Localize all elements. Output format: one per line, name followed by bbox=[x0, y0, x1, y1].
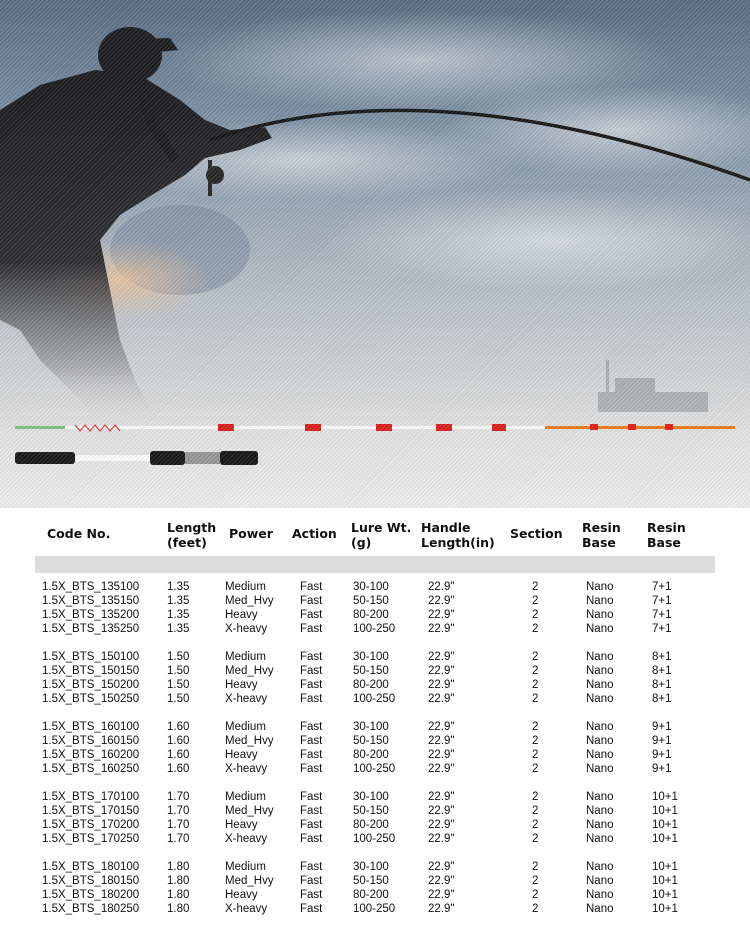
cell-resin-base-2: 10+1 bbox=[652, 861, 678, 873]
cell-action: Fast bbox=[300, 833, 323, 845]
cell-resin-base-2: 8+1 bbox=[652, 679, 672, 691]
cell-code: 1.5X_BTS_160200 bbox=[42, 749, 140, 761]
cell-code: 1.5X_BTS_160100 bbox=[42, 721, 140, 733]
cell-action: Fast bbox=[300, 623, 323, 635]
table-row bbox=[0, 580, 750, 594]
cell-section: 2 bbox=[532, 903, 539, 915]
cell-power: Med_Hvy bbox=[225, 735, 274, 747]
header-resin-base-2: Resin Base bbox=[647, 520, 686, 550]
cell-power: Med_Hvy bbox=[225, 665, 274, 677]
cell-length: 1.80 bbox=[167, 861, 190, 873]
cell-resin-base-1: Nano bbox=[586, 735, 614, 747]
cell-code: 1.5X_BTS_135200 bbox=[42, 609, 140, 621]
cell-code: 1.5X_BTS_180100 bbox=[42, 861, 140, 873]
cell-lure-weight: 50-150 bbox=[353, 875, 389, 887]
header-length: Length (feet) bbox=[167, 520, 217, 550]
cell-resin-base-1: Nano bbox=[586, 609, 614, 621]
cell-action: Fast bbox=[300, 665, 323, 677]
row-group bbox=[0, 720, 750, 790]
cell-length: 1.80 bbox=[167, 903, 190, 915]
cell-length: 1.70 bbox=[167, 833, 190, 845]
cell-section: 2 bbox=[532, 581, 539, 593]
cell-action: Fast bbox=[300, 651, 323, 663]
cell-power: X-heavy bbox=[225, 693, 268, 705]
row-group bbox=[0, 580, 750, 650]
cell-code: 1.5X_BTS_150200 bbox=[42, 679, 140, 691]
cell-resin-base-1: Nano bbox=[586, 805, 614, 817]
cell-action: Fast bbox=[300, 609, 323, 621]
cell-lure-weight: 100-250 bbox=[353, 903, 396, 915]
cell-power: Heavy bbox=[225, 819, 258, 831]
cell-length: 1.60 bbox=[167, 749, 190, 761]
cell-action: Fast bbox=[300, 749, 323, 761]
cell-lure-weight: 100-250 bbox=[353, 623, 396, 635]
cell-handle-length: 22.9" bbox=[428, 595, 455, 607]
cell-action: Fast bbox=[300, 735, 323, 747]
cell-length: 1.35 bbox=[167, 623, 190, 635]
cell-code: 1.5X_BTS_180200 bbox=[42, 889, 140, 901]
cell-action: Fast bbox=[300, 819, 323, 831]
cell-lure-weight: 80-200 bbox=[353, 889, 389, 901]
cell-resin-base-1: Nano bbox=[586, 763, 614, 775]
cell-lure-weight: 50-150 bbox=[353, 665, 389, 677]
cell-lure-weight: 100-250 bbox=[353, 693, 396, 705]
cell-action: Fast bbox=[300, 861, 323, 873]
cell-handle-length: 22.9" bbox=[428, 875, 455, 887]
cell-length: 1.60 bbox=[167, 763, 190, 775]
cell-code: 1.5X_BTS_135250 bbox=[42, 623, 140, 635]
cell-section: 2 bbox=[532, 679, 539, 691]
cell-resin-base-1: Nano bbox=[586, 665, 614, 677]
table-row bbox=[0, 608, 750, 622]
cell-section: 2 bbox=[532, 749, 539, 761]
table-row bbox=[0, 720, 750, 734]
cell-resin-base-2: 8+1 bbox=[652, 651, 672, 663]
cell-power: Med_Hvy bbox=[225, 805, 274, 817]
cell-resin-base-1: Nano bbox=[586, 651, 614, 663]
cell-handle-length: 22.9" bbox=[428, 651, 455, 663]
cell-lure-weight: 30-100 bbox=[353, 791, 389, 803]
cell-lure-weight: 80-200 bbox=[353, 609, 389, 621]
table-row bbox=[0, 650, 750, 664]
header-handle-length: Handle Length(in) bbox=[421, 520, 495, 550]
cell-handle-length: 22.9" bbox=[428, 623, 455, 635]
cell-code: 1.5X_BTS_135100 bbox=[42, 581, 140, 593]
cell-lure-weight: 80-200 bbox=[353, 819, 389, 831]
cell-resin-base-1: Nano bbox=[586, 861, 614, 873]
cell-resin-base-2: 10+1 bbox=[652, 819, 678, 831]
cell-resin-base-2: 10+1 bbox=[652, 889, 678, 901]
cell-code: 1.5X_BTS_135150 bbox=[42, 595, 140, 607]
cell-section: 2 bbox=[532, 763, 539, 775]
cell-section: 2 bbox=[532, 889, 539, 901]
table-row bbox=[0, 902, 750, 916]
cell-length: 1.60 bbox=[167, 735, 190, 747]
cell-length: 1.50 bbox=[167, 665, 190, 677]
cell-resin-base-2: 9+1 bbox=[652, 763, 672, 775]
cell-length: 1.70 bbox=[167, 791, 190, 803]
cell-resin-base-2: 7+1 bbox=[652, 623, 672, 635]
cell-lure-weight: 50-150 bbox=[353, 735, 389, 747]
cell-lure-weight: 100-250 bbox=[353, 833, 396, 845]
cell-resin-base-2: 10+1 bbox=[652, 833, 678, 845]
cell-section: 2 bbox=[532, 833, 539, 845]
cell-lure-weight: 100-250 bbox=[353, 763, 396, 775]
cell-section: 2 bbox=[532, 693, 539, 705]
table-row bbox=[0, 818, 750, 832]
cell-section: 2 bbox=[532, 819, 539, 831]
cell-resin-base-1: Nano bbox=[586, 833, 614, 845]
cell-power: Heavy bbox=[225, 609, 258, 621]
cell-action: Fast bbox=[300, 679, 323, 691]
cell-lure-weight: 30-100 bbox=[353, 861, 389, 873]
table-row bbox=[0, 762, 750, 776]
cell-code: 1.5X_BTS_150150 bbox=[42, 665, 140, 677]
cell-handle-length: 22.9" bbox=[428, 749, 455, 761]
table-row bbox=[0, 664, 750, 678]
cell-power: Medium bbox=[225, 581, 266, 593]
cell-handle-length: 22.9" bbox=[428, 889, 455, 901]
cell-power: X-heavy bbox=[225, 623, 268, 635]
cell-resin-base-1: Nano bbox=[586, 623, 614, 635]
cell-handle-length: 22.9" bbox=[428, 665, 455, 677]
cell-length: 1.70 bbox=[167, 805, 190, 817]
header-resin-base-1: Resin Base bbox=[582, 520, 621, 550]
cell-section: 2 bbox=[532, 651, 539, 663]
cell-code: 1.5X_BTS_180250 bbox=[42, 903, 140, 915]
cell-power: X-heavy bbox=[225, 763, 268, 775]
cell-power: Med_Hvy bbox=[225, 875, 274, 887]
cell-action: Fast bbox=[300, 875, 323, 887]
cell-resin-base-2: 10+1 bbox=[652, 791, 678, 803]
cell-section: 2 bbox=[532, 665, 539, 677]
cell-resin-base-1: Nano bbox=[586, 875, 614, 887]
cell-code: 1.5X_BTS_170150 bbox=[42, 805, 140, 817]
table-row bbox=[0, 874, 750, 888]
row-group bbox=[0, 860, 750, 930]
cell-power: Heavy bbox=[225, 749, 258, 761]
table-row bbox=[0, 832, 750, 846]
cell-handle-length: 22.9" bbox=[428, 903, 455, 915]
cell-resin-base-1: Nano bbox=[586, 679, 614, 691]
cell-code: 1.5X_BTS_150250 bbox=[42, 693, 140, 705]
cell-resin-base-1: Nano bbox=[586, 889, 614, 901]
cell-resin-base-1: Nano bbox=[586, 693, 614, 705]
cell-power: Medium bbox=[225, 721, 266, 733]
header-code: Code No. bbox=[47, 526, 111, 541]
spec-table-body bbox=[0, 580, 750, 930]
cell-resin-base-2: 8+1 bbox=[652, 693, 672, 705]
table-row bbox=[0, 594, 750, 608]
header-section: Section bbox=[510, 526, 563, 541]
cell-lure-weight: 80-200 bbox=[353, 679, 389, 691]
cell-action: Fast bbox=[300, 903, 323, 915]
header-action: Action bbox=[292, 526, 337, 541]
cell-handle-length: 22.9" bbox=[428, 833, 455, 845]
cell-resin-base-1: Nano bbox=[586, 581, 614, 593]
cell-length: 1.60 bbox=[167, 721, 190, 733]
cell-code: 1.5X_BTS_170200 bbox=[42, 819, 140, 831]
cell-resin-base-2: 7+1 bbox=[652, 581, 672, 593]
cell-handle-length: 22.9" bbox=[428, 693, 455, 705]
cell-section: 2 bbox=[532, 595, 539, 607]
cell-section: 2 bbox=[532, 791, 539, 803]
cell-handle-length: 22.9" bbox=[428, 819, 455, 831]
cell-resin-base-2: 7+1 bbox=[652, 595, 672, 607]
cell-handle-length: 22.9" bbox=[428, 805, 455, 817]
spec-table-header bbox=[0, 508, 750, 556]
table-row bbox=[0, 790, 750, 804]
cell-length: 1.50 bbox=[167, 651, 190, 663]
cell-length: 1.50 bbox=[167, 693, 190, 705]
cell-section: 2 bbox=[532, 609, 539, 621]
cell-lure-weight: 30-100 bbox=[353, 651, 389, 663]
cell-resin-base-1: Nano bbox=[586, 903, 614, 915]
cell-length: 1.80 bbox=[167, 889, 190, 901]
cell-resin-base-2: 9+1 bbox=[652, 749, 672, 761]
header-divider-bar bbox=[35, 556, 715, 573]
cell-lure-weight: 30-100 bbox=[353, 721, 389, 733]
cell-resin-base-1: Nano bbox=[586, 819, 614, 831]
cell-power: Medium bbox=[225, 651, 266, 663]
cell-power: Medium bbox=[225, 861, 266, 873]
cell-lure-weight: 80-200 bbox=[353, 749, 389, 761]
table-row bbox=[0, 678, 750, 692]
table-row bbox=[0, 622, 750, 636]
cell-resin-base-2: 10+1 bbox=[652, 875, 678, 887]
cell-resin-base-1: Nano bbox=[586, 749, 614, 761]
header-lure-weight: Lure Wt. (g) bbox=[351, 520, 412, 550]
table-row bbox=[0, 804, 750, 818]
table-row bbox=[0, 748, 750, 762]
cell-handle-length: 22.9" bbox=[428, 581, 455, 593]
cell-resin-base-2: 9+1 bbox=[652, 735, 672, 747]
cell-action: Fast bbox=[300, 595, 323, 607]
table-row bbox=[0, 860, 750, 874]
cell-action: Fast bbox=[300, 889, 323, 901]
cell-power: Med_Hvy bbox=[225, 595, 274, 607]
table-row bbox=[0, 734, 750, 748]
header-power: Power bbox=[229, 526, 273, 541]
cell-section: 2 bbox=[532, 875, 539, 887]
cell-code: 1.5X_BTS_170250 bbox=[42, 833, 140, 845]
cell-power: X-heavy bbox=[225, 903, 268, 915]
cell-resin-base-1: Nano bbox=[586, 791, 614, 803]
cell-power: Heavy bbox=[225, 889, 258, 901]
cell-power: X-heavy bbox=[225, 833, 268, 845]
cell-resin-base-1: Nano bbox=[586, 721, 614, 733]
table-row bbox=[0, 692, 750, 706]
cell-section: 2 bbox=[532, 735, 539, 747]
cell-section: 2 bbox=[532, 623, 539, 635]
cell-resin-base-2: 9+1 bbox=[652, 721, 672, 733]
cell-code: 1.5X_BTS_160150 bbox=[42, 735, 140, 747]
cell-section: 2 bbox=[532, 861, 539, 873]
cell-code: 1.5X_BTS_160250 bbox=[42, 763, 140, 775]
cell-handle-length: 22.9" bbox=[428, 679, 455, 691]
cell-length: 1.70 bbox=[167, 819, 190, 831]
cell-lure-weight: 50-150 bbox=[353, 805, 389, 817]
cell-lure-weight: 30-100 bbox=[353, 581, 389, 593]
cell-action: Fast bbox=[300, 805, 323, 817]
row-group bbox=[0, 790, 750, 860]
cell-length: 1.35 bbox=[167, 581, 190, 593]
cell-code: 1.5X_BTS_150100 bbox=[42, 651, 140, 663]
cell-code: 1.5X_BTS_180150 bbox=[42, 875, 140, 887]
cell-lure-weight: 50-150 bbox=[353, 595, 389, 607]
cell-power: Medium bbox=[225, 791, 266, 803]
cell-code: 1.5X_BTS_170100 bbox=[42, 791, 140, 803]
cell-resin-base-2: 7+1 bbox=[652, 609, 672, 621]
cell-section: 2 bbox=[532, 721, 539, 733]
cell-handle-length: 22.9" bbox=[428, 763, 455, 775]
cell-handle-length: 22.9" bbox=[428, 735, 455, 747]
cell-action: Fast bbox=[300, 763, 323, 775]
cell-length: 1.80 bbox=[167, 875, 190, 887]
cell-length: 1.35 bbox=[167, 609, 190, 621]
cell-resin-base-2: 8+1 bbox=[652, 665, 672, 677]
cell-section: 2 bbox=[532, 805, 539, 817]
cell-action: Fast bbox=[300, 693, 323, 705]
table-row bbox=[0, 888, 750, 902]
cell-resin-base-2: 10+1 bbox=[652, 805, 678, 817]
cell-power: Heavy bbox=[225, 679, 258, 691]
cell-length: 1.35 bbox=[167, 595, 190, 607]
cell-resin-base-1: Nano bbox=[586, 595, 614, 607]
cell-handle-length: 22.9" bbox=[428, 861, 455, 873]
cell-action: Fast bbox=[300, 721, 323, 733]
cell-handle-length: 22.9" bbox=[428, 609, 455, 621]
row-group bbox=[0, 650, 750, 720]
cell-handle-length: 22.9" bbox=[428, 791, 455, 803]
cell-handle-length: 22.9" bbox=[428, 721, 455, 733]
cell-action: Fast bbox=[300, 581, 323, 593]
cell-action: Fast bbox=[300, 791, 323, 803]
cell-resin-base-2: 10+1 bbox=[652, 903, 678, 915]
cell-length: 1.50 bbox=[167, 679, 190, 691]
